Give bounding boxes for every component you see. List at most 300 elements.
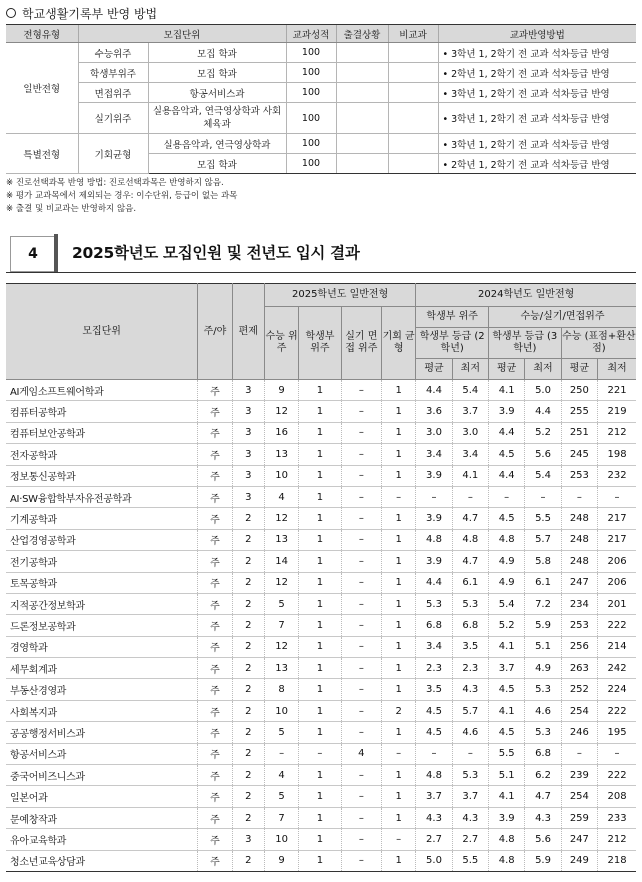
unit-name-cell: AI게임소프트웨어학과 [6, 380, 198, 401]
suneung-avg-cell: 245 [561, 444, 597, 465]
haksaeng-count-cell: 1 [299, 658, 341, 679]
suneung-count-cell: 10 [264, 829, 298, 850]
grade2-avg-cell: 3.9 [416, 465, 452, 486]
table-row [6, 572, 636, 593]
suneung-count-cell: 7 [264, 807, 298, 828]
unit-name-cell: 항공서비스과 [6, 743, 198, 764]
day-night-cell: 주 [198, 679, 232, 700]
silgi-count-cell: – [341, 765, 381, 786]
suneung-avg-cell: 259 [561, 807, 597, 828]
method-cell: • 3학년 1, 2학기 전 교과 석차등급 반영 [438, 83, 636, 103]
suneung-low-cell: 222 [598, 615, 636, 636]
admission-type-cell: 특별전형 [6, 134, 78, 174]
unit-name-cell: 드론정보공학과 [6, 615, 198, 636]
pyeonje-cell: 2 [232, 679, 264, 700]
header-snsm-2024: 수능/실기/면접위주 [489, 307, 637, 328]
suneung-avg-cell: 234 [561, 593, 597, 614]
suneung-low-cell: 242 [598, 658, 636, 679]
silgi-count-cell: – [341, 850, 381, 871]
grade2-avg-cell: 4.8 [416, 765, 452, 786]
header-hsb-2024: 학생부 위주 [416, 307, 489, 328]
header-unit: 모집단위 [6, 284, 198, 380]
haksaeng-count-cell: 1 [299, 465, 341, 486]
unit-name-cell: 세무회계과 [6, 658, 198, 679]
pyeonje-cell: 3 [232, 401, 264, 422]
unit-name-cell: 사회복지과 [6, 700, 198, 721]
grade2-low-cell: – [452, 486, 488, 507]
day-night-cell: 주 [198, 508, 232, 529]
grade3-avg-cell: 4.1 [489, 380, 525, 401]
silgi-count-cell: – [341, 679, 381, 700]
suneung-count-cell: 4 [264, 765, 298, 786]
grade3-low-cell: 4.7 [525, 786, 561, 807]
suneung-low-cell: 233 [598, 807, 636, 828]
circle-bullet-icon [6, 8, 16, 18]
header-avg: 평균 [489, 359, 525, 380]
gihoe-count-cell: – [382, 486, 416, 507]
suneung-count-cell: 5 [264, 722, 298, 743]
gihoe-count-cell: 1 [382, 679, 416, 700]
table-row [6, 636, 636, 657]
day-night-cell: 주 [198, 401, 232, 422]
attendance-cell [336, 83, 388, 103]
suneung-count-cell: 7 [264, 615, 298, 636]
extracurricular-cell [388, 43, 438, 63]
suneung-low-cell: 217 [598, 529, 636, 550]
header-reflection-method: 교과반영방법 [438, 25, 636, 43]
grade2-low-cell: 4.1 [452, 465, 488, 486]
attendance-cell [336, 154, 388, 174]
silgi-count-cell: – [341, 593, 381, 614]
haksaeng-count-cell: 1 [299, 829, 341, 850]
table-row [6, 134, 636, 154]
grade2-low-cell: 5.3 [452, 593, 488, 614]
gihoe-count-cell: 1 [382, 615, 416, 636]
grade2-avg-cell: 3.0 [416, 422, 452, 443]
grade2-avg-cell: 3.4 [416, 636, 452, 657]
header-subject-grade: 교과성적 [286, 25, 336, 43]
grade3-low-cell: 6.8 [525, 743, 561, 764]
suneung-low-cell: 219 [598, 401, 636, 422]
day-night-cell: 주 [198, 465, 232, 486]
method-cell: • 2학년 1, 2학기 전 교과 석차등급 반영 [438, 63, 636, 83]
silgi-count-cell: – [341, 807, 381, 828]
day-night-cell: 주 [198, 765, 232, 786]
suneung-avg-cell: 253 [561, 615, 597, 636]
section-divider-bar [54, 234, 58, 272]
extracurricular-cell [388, 154, 438, 174]
suneung-avg-cell: 247 [561, 829, 597, 850]
grade2-low-cell: 3.7 [452, 786, 488, 807]
day-night-cell: 주 [198, 551, 232, 572]
grade2-avg-cell: 3.9 [416, 508, 452, 529]
school-record-table [6, 24, 636, 174]
unit-name-cell: 지적공간정보학과 [6, 593, 198, 614]
grade3-low-cell: 4.6 [525, 700, 561, 721]
grade2-avg-cell: 4.4 [416, 572, 452, 593]
method-cell: • 3학년 1, 2학기 전 교과 석차등급 반영 [438, 103, 636, 134]
grade2-avg-cell: 3.6 [416, 401, 452, 422]
pyeonje-cell: 2 [232, 551, 264, 572]
unit-name-cell: 컴퓨터공학과 [6, 401, 198, 422]
section-4-header [6, 232, 636, 273]
header-extracurricular: 비교과 [388, 25, 438, 43]
unit-cell: 모집 학과 [148, 43, 286, 63]
pyeonje-cell: 2 [232, 786, 264, 807]
attendance-cell [336, 63, 388, 83]
header-attendance: 출결상황 [336, 25, 388, 43]
grade3-avg-cell: 3.9 [489, 401, 525, 422]
grade2-avg-cell: 2.3 [416, 658, 452, 679]
grade3-avg-cell: 4.1 [489, 700, 525, 721]
pyeonje-cell: 2 [232, 593, 264, 614]
notes [6, 177, 237, 216]
haksaeng-count-cell: 1 [299, 486, 341, 507]
grade3-low-cell: 4.4 [525, 401, 561, 422]
section-title-text: 학교생활기록부 반영 방법 [22, 6, 158, 21]
sub-type-cell: 기회균형 [78, 134, 148, 174]
suneung-avg-cell: – [561, 486, 597, 507]
suneung-low-cell: – [598, 743, 636, 764]
haksaeng-count-cell: 1 [299, 786, 341, 807]
grade2-low-cell: 2.7 [452, 829, 488, 850]
grade2-avg-cell: – [416, 743, 452, 764]
suneung-low-cell: 214 [598, 636, 636, 657]
suneung-low-cell: 232 [598, 465, 636, 486]
suneung-low-cell: 195 [598, 722, 636, 743]
grade3-avg-cell: 3.7 [489, 658, 525, 679]
grade3-avg-cell: 3.9 [489, 807, 525, 828]
header-pyeonje: 편제 [232, 284, 264, 380]
unit-cell: 실용음악과, 연극영상학과 [148, 134, 286, 154]
grade2-low-cell: 4.8 [452, 529, 488, 550]
suneung-avg-cell: 255 [561, 401, 597, 422]
haksaeng-count-cell: 1 [299, 679, 341, 700]
day-night-cell: 주 [198, 658, 232, 679]
haksaeng-count-cell: 1 [299, 572, 341, 593]
grade2-low-cell: 5.5 [452, 850, 488, 871]
suneung-count-cell: 13 [264, 529, 298, 550]
suneung-avg-cell: – [561, 743, 597, 764]
day-night-cell: 주 [198, 529, 232, 550]
table-row [6, 829, 636, 850]
header-recruit-unit: 모집단위 [78, 25, 286, 43]
suneung-count-cell: – [264, 743, 298, 764]
gihoe-count-cell: 1 [382, 722, 416, 743]
grade3-low-cell: 5.6 [525, 444, 561, 465]
suneung-avg-cell: 247 [561, 572, 597, 593]
grade3-low-cell: 5.1 [525, 636, 561, 657]
day-night-cell: 주 [198, 850, 232, 871]
attendance-cell [336, 103, 388, 134]
gihoe-count-cell: 1 [382, 465, 416, 486]
grade2-low-cell: 6.1 [452, 572, 488, 593]
haksaeng-count-cell: 1 [299, 422, 341, 443]
grade2-low-cell: 2.3 [452, 658, 488, 679]
grade2-low-cell: 6.8 [452, 615, 488, 636]
suneung-count-cell: 13 [264, 658, 298, 679]
gihoe-count-cell: 1 [382, 380, 416, 401]
suneung-low-cell: 222 [598, 700, 636, 721]
suneung-low-cell: 217 [598, 508, 636, 529]
table-row [6, 103, 636, 134]
pyeonje-cell: 2 [232, 743, 264, 764]
silgi-count-cell: – [341, 380, 381, 401]
table-row [6, 83, 636, 103]
grade-cell: 100 [286, 154, 336, 174]
header-day-night: 주/야 [198, 284, 232, 380]
sub-type-cell: 실기위주 [78, 103, 148, 134]
table-row [6, 422, 636, 443]
pyeonje-cell: 2 [232, 700, 264, 721]
grade-cell: 100 [286, 43, 336, 63]
unit-name-cell: 중국어비즈니스과 [6, 765, 198, 786]
grade3-avg-cell: – [489, 486, 525, 507]
grade2-avg-cell: 4.4 [416, 380, 452, 401]
grade2-avg-cell: 3.7 [416, 786, 452, 807]
header-gihoe: 기회 균형 [382, 307, 416, 380]
silgi-count-cell: – [341, 829, 381, 850]
silgi-count-cell: – [341, 700, 381, 721]
pyeonje-cell: 2 [232, 508, 264, 529]
method-cell: • 3학년 1, 2학기 전 교과 석차등급 반영 [438, 134, 636, 154]
silgi-count-cell: – [341, 786, 381, 807]
grade3-low-cell: 5.2 [525, 422, 561, 443]
header-admission-type: 전형유형 [6, 25, 78, 43]
suneung-count-cell: 13 [264, 444, 298, 465]
silgi-count-cell: – [341, 422, 381, 443]
day-night-cell: 주 [198, 722, 232, 743]
table-row [6, 593, 636, 614]
unit-name-cell: AI·SW융합학부자유전공학과 [6, 486, 198, 507]
grade2-low-cell: 3.4 [452, 444, 488, 465]
suneung-count-cell: 14 [264, 551, 298, 572]
extracurricular-cell [388, 134, 438, 154]
note-line: ※ 평가 교과목에서 제외되는 경우: 이수단위, 등급이 없는 과목 [6, 191, 238, 201]
suneung-low-cell: 206 [598, 551, 636, 572]
pyeonje-cell: 2 [232, 529, 264, 550]
table-row [6, 700, 636, 721]
haksaeng-count-cell: 1 [299, 850, 341, 871]
gihoe-count-cell: 1 [382, 807, 416, 828]
grade3-low-cell: 5.3 [525, 679, 561, 700]
gihoe-count-cell: 1 [382, 508, 416, 529]
day-night-cell: 주 [198, 444, 232, 465]
unit-name-cell: 정보통신공학과 [6, 465, 198, 486]
grade-cell: 100 [286, 134, 336, 154]
suneung-avg-cell: 251 [561, 422, 597, 443]
grade3-avg-cell: 4.1 [489, 636, 525, 657]
grade2-low-cell: 3.5 [452, 636, 488, 657]
gihoe-count-cell: 1 [382, 658, 416, 679]
silgi-count-cell: – [341, 572, 381, 593]
gihoe-count-cell: 2 [382, 700, 416, 721]
grade3-low-cell: 5.4 [525, 465, 561, 486]
header-grade-2: 학생부 등급 (2학년) [416, 328, 489, 359]
silgi-count-cell: – [341, 508, 381, 529]
grade-cell: 100 [286, 83, 336, 103]
haksaeng-count-cell: 1 [299, 380, 341, 401]
grade3-low-cell: 4.9 [525, 658, 561, 679]
silgi-count-cell: 4 [341, 743, 381, 764]
unit-name-cell: 유아교육학과 [6, 829, 198, 850]
gihoe-count-cell: 1 [382, 850, 416, 871]
grade2-avg-cell: 6.8 [416, 615, 452, 636]
day-night-cell: 주 [198, 615, 232, 636]
silgi-count-cell: – [341, 722, 381, 743]
table-row [6, 508, 636, 529]
grade2-low-cell: – [452, 743, 488, 764]
table-row [6, 765, 636, 786]
grade3-avg-cell: 4.1 [489, 786, 525, 807]
suneung-low-cell: 218 [598, 850, 636, 871]
admission-type-cell: 일반전형 [6, 43, 78, 134]
day-night-cell: 주 [198, 486, 232, 507]
haksaeng-count-cell: 1 [299, 593, 341, 614]
table-row [6, 551, 636, 572]
table-row [6, 380, 636, 401]
silgi-count-cell: – [341, 529, 381, 550]
unit-name-cell: 전기공학과 [6, 551, 198, 572]
suneung-avg-cell: 239 [561, 765, 597, 786]
day-night-cell: 주 [198, 786, 232, 807]
day-night-cell: 주 [198, 807, 232, 828]
pyeonje-cell: 3 [232, 486, 264, 507]
unit-name-cell: 부동산경영과 [6, 679, 198, 700]
gihoe-count-cell: 1 [382, 636, 416, 657]
day-night-cell: 주 [198, 743, 232, 764]
header-2025-general: 2025학년도 일반전형 [264, 284, 415, 307]
grade3-low-cell: 4.3 [525, 807, 561, 828]
grade2-low-cell: 4.6 [452, 722, 488, 743]
haksaeng-count-cell: – [299, 743, 341, 764]
suneung-count-cell: 5 [264, 593, 298, 614]
grade3-avg-cell: 5.5 [489, 743, 525, 764]
table-row [6, 43, 636, 63]
pyeonje-cell: 3 [232, 380, 264, 401]
suneung-avg-cell: 252 [561, 679, 597, 700]
table-header-row [6, 25, 636, 43]
header-low: 최저 [598, 359, 636, 380]
gihoe-count-cell: 1 [382, 551, 416, 572]
grade2-low-cell: 3.0 [452, 422, 488, 443]
grade2-low-cell: 5.4 [452, 380, 488, 401]
suneung-count-cell: 12 [264, 636, 298, 657]
header-suneung: 수능 위주 [264, 307, 298, 380]
table-row [6, 465, 636, 486]
grade3-low-cell: 5.3 [525, 722, 561, 743]
suneung-avg-cell: 254 [561, 786, 597, 807]
unit-name-cell: 청소년교육상담과 [6, 850, 198, 871]
suneung-low-cell: 212 [598, 829, 636, 850]
gihoe-count-cell: 1 [382, 593, 416, 614]
pyeonje-cell: 3 [232, 422, 264, 443]
header-haksaeng: 학생부 위주 [299, 307, 341, 380]
header-2024-general: 2024학년도 일반전형 [416, 284, 636, 307]
attendance-cell [336, 134, 388, 154]
grade3-low-cell: 5.0 [525, 380, 561, 401]
grade3-avg-cell: 4.5 [489, 722, 525, 743]
gihoe-count-cell: 1 [382, 529, 416, 550]
pyeonje-cell: 3 [232, 829, 264, 850]
suneung-avg-cell: 249 [561, 850, 597, 871]
haksaeng-count-cell: 1 [299, 551, 341, 572]
day-night-cell: 주 [198, 572, 232, 593]
unit-cell: 항공서비스과 [148, 83, 286, 103]
day-night-cell: 주 [198, 829, 232, 850]
header-silgi: 실기 면접 위주 [341, 307, 381, 380]
note-line: ※ 진로선택과목 반영 방법: 진로선택과목은 반영하지 않음. [6, 178, 224, 188]
unit-cell: 모집 학과 [148, 63, 286, 83]
gihoe-count-cell: – [382, 829, 416, 850]
unit-name-cell: 전자공학과 [6, 444, 198, 465]
pyeonje-cell: 3 [232, 465, 264, 486]
grade3-avg-cell: 4.9 [489, 572, 525, 593]
header-grade-3: 학생부 등급 (3학년) [489, 328, 562, 359]
suneung-avg-cell: 263 [561, 658, 597, 679]
grade3-avg-cell: 5.1 [489, 765, 525, 786]
table-row [6, 63, 636, 83]
unit-name-cell: 산업경영공학과 [6, 529, 198, 550]
pyeonje-cell: 2 [232, 850, 264, 871]
suneung-low-cell: 206 [598, 572, 636, 593]
grade2-avg-cell: 3.5 [416, 679, 452, 700]
suneung-count-cell: 4 [264, 486, 298, 507]
silgi-count-cell: – [341, 636, 381, 657]
header-avg: 평균 [416, 359, 452, 380]
grade2-low-cell: 4.3 [452, 807, 488, 828]
gihoe-count-cell: 1 [382, 572, 416, 593]
results-body [6, 380, 636, 872]
pyeonje-cell: 2 [232, 765, 264, 786]
suneung-low-cell: 222 [598, 765, 636, 786]
haksaeng-count-cell: 1 [299, 765, 341, 786]
grade2-low-cell: 4.3 [452, 679, 488, 700]
gihoe-count-cell: 1 [382, 422, 416, 443]
suneung-avg-cell: 256 [561, 636, 597, 657]
suneung-count-cell: 16 [264, 422, 298, 443]
silgi-count-cell: – [341, 486, 381, 507]
grade2-avg-cell: 4.3 [416, 807, 452, 828]
suneung-avg-cell: 248 [561, 508, 597, 529]
grade3-avg-cell: 5.4 [489, 593, 525, 614]
extracurricular-cell [388, 63, 438, 83]
section-title-school-record [6, 4, 157, 22]
admission-results-table [6, 283, 636, 872]
haksaeng-count-cell: 1 [299, 722, 341, 743]
table-row [6, 743, 636, 764]
extracurricular-cell [388, 83, 438, 103]
suneung-count-cell: 10 [264, 465, 298, 486]
suneung-avg-cell: 250 [561, 380, 597, 401]
day-night-cell: 주 [198, 700, 232, 721]
suneung-count-cell: 9 [264, 380, 298, 401]
grade-cell: 100 [286, 63, 336, 83]
gihoe-count-cell: 1 [382, 444, 416, 465]
suneung-avg-cell: 248 [561, 551, 597, 572]
grade3-avg-cell: 4.5 [489, 508, 525, 529]
grade2-avg-cell: 3.4 [416, 444, 452, 465]
table-row [6, 529, 636, 550]
grade2-avg-cell: 2.7 [416, 829, 452, 850]
note-line: ※ 출결 및 비교과는 반영하지 않음. [6, 204, 137, 214]
section-4-title: 2025학년도 모집인원 및 전년도 입시 결과 [72, 244, 360, 262]
grade3-avg-cell: 4.9 [489, 551, 525, 572]
grade2-low-cell: 4.7 [452, 551, 488, 572]
table-row [6, 807, 636, 828]
haksaeng-count-cell: 1 [299, 636, 341, 657]
pyeonje-cell: 2 [232, 636, 264, 657]
